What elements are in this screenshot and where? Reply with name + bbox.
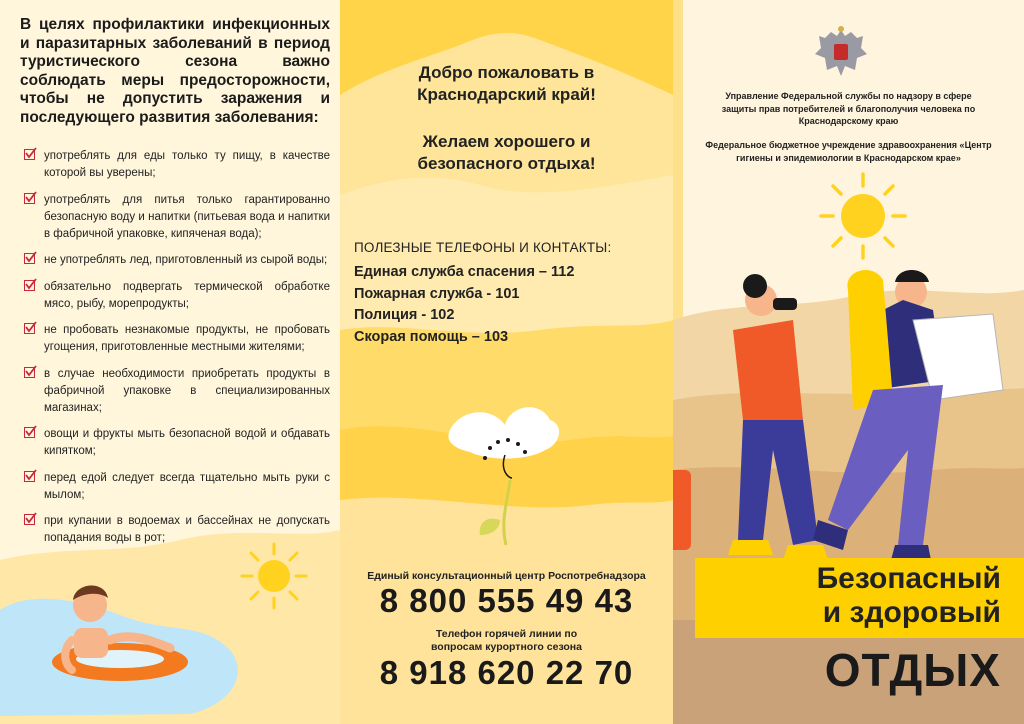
checkbox-icon [24, 280, 35, 291]
hotline-phone: 8 918 620 22 70 [379, 654, 634, 691]
left-panel [0, 0, 340, 724]
checklist-item-text: обязательно подвергать термической обработке мясо, рыбу, морепродукты; [44, 280, 330, 310]
consult-center-label: Единый консультационный центр Роспотребнадзора [367, 570, 646, 582]
checkbox-icon [24, 471, 35, 482]
wish-text: Желаем хорошего и безопасного отдыха! [417, 132, 596, 173]
checklist-item-text: не употреблять лед, приготовленный из сырой воды; [44, 254, 328, 266]
checklist-item [24, 513, 330, 547]
title-line-3: ОТДЫХ [824, 644, 1001, 696]
checklist-item [24, 322, 330, 356]
checklist-item-text: употреблять для питья только гарантированно безопасную воду и напитки (питьевая вода и напитки в фабричной упаковке, кипяченая вода); [44, 193, 330, 240]
checklist-item-text: в случае необходимости приобретать продукты в фабричной упаковке в специализированных магазинах; [44, 367, 330, 414]
title-line-1: Безопасный [816, 562, 1001, 595]
contacts-title: ПОЛЕЗНЫЕ ТЕЛЕФОНЫ И КОНТАКТЫ: [354, 240, 612, 255]
contacts-list [354, 262, 574, 348]
checkbox-icon [24, 514, 35, 525]
checklist-item [24, 192, 330, 243]
checklist-item-text: овощи и фрукты мыть безопасной водой и обдавать кипятком; [44, 428, 330, 457]
checkbox-icon [24, 253, 35, 264]
middle-panel [340, 0, 673, 724]
checklist-item [24, 366, 330, 417]
contact-item: Единая служба спасения – 112 [354, 264, 575, 280]
contact-item: Полиция - 102 [354, 307, 455, 323]
checkbox-icon [24, 193, 35, 204]
right-panel [673, 0, 1024, 724]
checklist-item [24, 426, 330, 460]
checkbox-icon [24, 427, 35, 438]
checklist-item [24, 252, 330, 269]
coat-of-arms-icon [811, 22, 871, 82]
checklist-item [24, 279, 330, 313]
hotline-label: Телефон горячей линии по вопросам курортного сезона [430, 628, 582, 653]
checklist-item [24, 470, 330, 504]
checkbox-icon [24, 323, 35, 334]
checklist-item-text: употреблять для еды только ту пищу, в качестве которой вы уверены; [44, 150, 330, 179]
checkbox-icon [24, 367, 35, 378]
welcome-text: Добро пожаловать в Краснодарский край! [417, 63, 596, 104]
checkbox-icon [24, 149, 35, 160]
prevention-checklist [24, 148, 330, 557]
contact-item: Пожарная служба - 101 [354, 285, 520, 302]
intro-text: В целях профилактики инфекционных и паразитарных заболеваний в период туристического сезона важно соблюдать меры предосторожности, чтобы не допустить заражения и последующего развития заболевания: [20, 16, 330, 126]
checklist-item-text: не пробовать незнакомые продукты, не пробовать угощения, приготовленные местными жителями; [44, 324, 330, 353]
sun-icon [821, 174, 905, 258]
consult-center-phone: 8 800 555 49 43 [379, 582, 634, 619]
org-name-rospotrebnadzor: Управление Федеральной службы по надзору в сфере защиты прав потребителей и благополучия человека по Краснодарскому краю [721, 91, 976, 126]
contact-item: Скорая помощь – 103 [354, 328, 509, 345]
checklist-item-text: при купании в водоемах и бассейнах не допускать попадания воды в рот; [44, 515, 330, 544]
checklist-item-text: перед едой следует всегда тщательно мыть руки с мылом; [44, 471, 330, 501]
checklist-item [24, 148, 330, 182]
title-line-2: и здоровый [822, 596, 1001, 629]
org-name-hygiene-center: Федеральное бюджетное учреждение здравоохранения «Центр гигиены и эпидемиологии в Краснодарском крае» [705, 140, 992, 163]
